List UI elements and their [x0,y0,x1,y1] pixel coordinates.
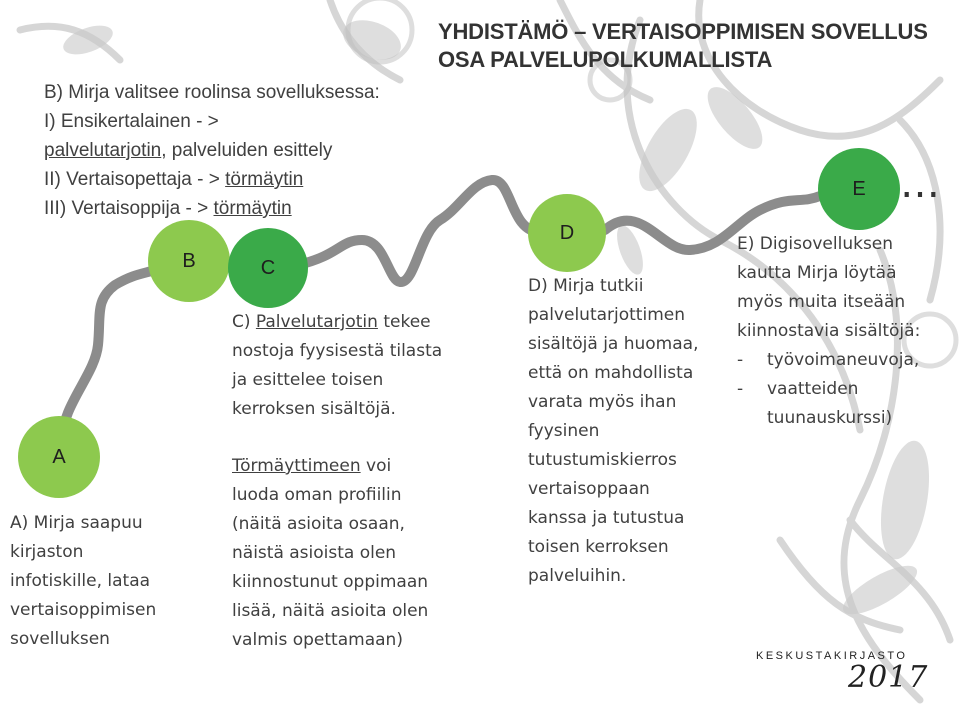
step-e-bullet-1: - työvoimaneuvoja, [737,350,920,370]
step-c2-line: valmis opettamaan) [232,630,403,650]
logo-year: 2017 [848,660,929,695]
step-d-line: D) Mirja tutkii [528,276,644,296]
node-a [18,416,100,498]
step-c2-rest [232,481,428,655]
step-d-line: toisen kerroksen [528,537,669,557]
node-e [818,148,900,230]
step-c2-line: (näitä asioita osaan, [232,514,405,534]
step-e-line: myös muita itseään [737,292,906,312]
step-c2-text [232,452,428,655]
step-c-text [232,308,442,424]
step-d-line: että on mahdollista [528,363,694,383]
node-d [528,194,606,272]
step-d-line: vertaisoppaan [528,479,650,499]
node-d-label: D [559,221,575,244]
palvelutarjotin-link: palvelutarjotin [44,140,162,161]
step-a-text [10,509,156,654]
step-c-line-1: C) Palvelutarjotin tekee [232,312,431,332]
step-e-bullet-2-cont: tuunauskurssi) [767,408,893,428]
step-e-line: kautta Mirja löytää [737,263,897,283]
step-d-line: palvelutarjottimen [528,305,685,325]
step-c-line-4: kerroksen sisältöjä. [232,399,396,419]
step-c2-line-1: Törmäyttimeen voi [232,456,392,476]
step-a-line: vertaisoppimisen [10,600,157,620]
step-b-line-3: palvelutarjotin, palveluiden esittely [44,140,333,161]
step-d-line: varata myös ihan [528,392,677,412]
continuation-ellipsis: … [900,161,940,207]
step-c2-line: luoda oman profiilin [232,485,402,505]
tormaytin-link: törmäytin [225,169,304,190]
title-line-2: OSA PALVELUPOLKUMALLISTA [438,47,773,72]
logo-name: KESKUSTAKIRJASTO [756,650,908,662]
step-d-line: sisältöjä ja huomaa, [528,334,699,354]
step-a-line: kirjaston [10,542,84,562]
step-c-line-3: ja esittelee toisen [232,370,384,390]
step-d-line: tutustumiskierros [528,450,677,470]
tormaytin-link: törmäytin [213,198,292,219]
step-b-text [44,78,380,223]
step-d-line: kanssa ja tutustua [528,508,685,528]
step-e-lines [737,230,920,346]
node-c [228,228,308,308]
node-c-label: C [260,256,276,279]
step-e-line: E) Digisovelluksen [737,234,894,254]
keskustakirjasto-logo [756,650,946,695]
title-line-1: YHDISTÄMÖ – VERTAISOPPIMISEN SOVELLUS [438,19,928,44]
tormayttimeen-link: Törmäyttimeen [232,456,361,476]
slide-title [438,18,953,74]
step-b-line-5: III) Vertaisoppija - > törmäytin [44,198,292,219]
step-e-text [737,230,920,433]
palvelutarjotin-link: Palvelutarjotin [255,312,378,332]
step-c2-line: näistä asioista olen [232,543,397,563]
step-b-line-4: II) Vertaisopettaja - > törmäytin [44,169,304,190]
step-d-line: palveluihin. [528,566,627,586]
step-e-line: kiinnostavia sisältöjä: [737,321,921,341]
step-c-line-2: nostoja fyysisestä tilasta [232,341,443,361]
step-d-text [528,272,698,591]
node-b [148,220,230,302]
step-b-line-1: B) Mirja valitsee roolinsa sovelluksessa: [44,82,380,103]
step-d-line: fyysinen [528,421,600,441]
node-b-label: B [182,249,196,272]
step-a-line: A) Mirja saapuu [10,513,143,533]
node-e-label: E [852,177,866,200]
step-b-line-2: I) Ensikertalainen - > [44,111,219,132]
step-c2-line: kiinnostunut oppimaan [232,572,429,592]
step-a-line: sovelluksen [10,629,110,649]
node-a-label: A [52,445,66,468]
step-e-bullet-2: - vaatteiden [737,379,859,399]
step-a-line: infotiskille, lataa [10,571,151,591]
step-c2-line: lisää, näitä asioita olen [232,601,429,621]
